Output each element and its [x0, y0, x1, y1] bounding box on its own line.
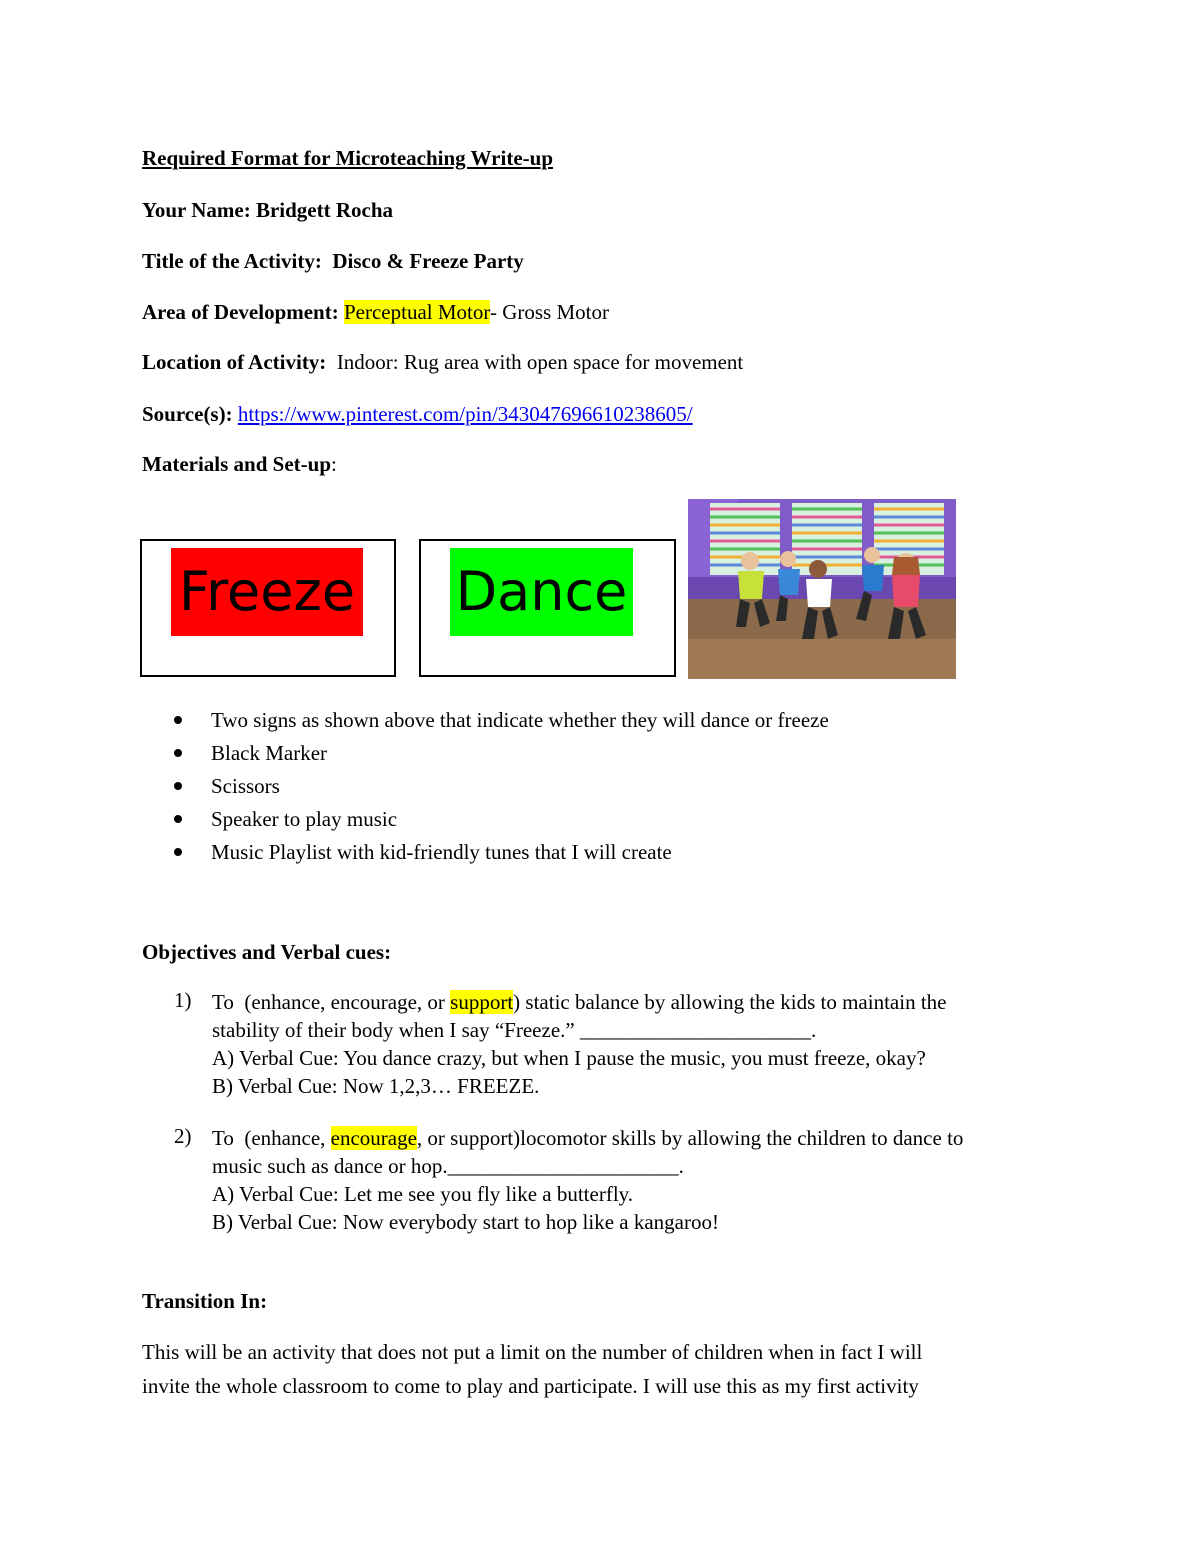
location-value: Indoor: Rug area with open space for movement — [326, 350, 744, 374]
area-row — [142, 300, 609, 324]
objective-number: 2) — [174, 1124, 192, 1148]
verbal-cue: B) Verbal Cue: Now 1,2,3… FREEZE. — [212, 1074, 540, 1098]
area-label: Area of Development: — [142, 300, 339, 324]
title-value: Disco & Freeze Party — [321, 249, 524, 273]
list-item: Music Playlist with kid-friendly tunes that I will create — [174, 839, 829, 872]
bullet-icon — [174, 848, 182, 856]
objective-highlight: encourage — [330, 1126, 417, 1150]
location-row — [142, 350, 743, 374]
area-rest: - Gross Motor — [489, 300, 609, 324]
materials-label: Materials and Set-up — [142, 452, 331, 476]
materials-colon: : — [331, 452, 337, 476]
objective-highlight: support — [450, 990, 514, 1014]
materials-list — [174, 707, 829, 872]
title-label: Title of the Activity: — [142, 249, 322, 273]
source-row — [142, 402, 693, 426]
freeze-sign-label: Freeze — [171, 548, 363, 636]
location-label: Location of Activity: — [142, 350, 327, 374]
objective-2: 2) To (enhance, encourage, or support)locomotor skills by allowing the children to dance to music such as dance or hop.______________________. A) Verbal Cue: Let me see you fly like a butterfly. B) Verbal Cue: Now everybody start to hop like a kangaroo! — [174, 1124, 1074, 1239]
transition-paragraph: This will be an activity that does not put a limit on the number of children when in fact I will invite the whole classroom to come to play and participate. I will use this as my first activity — [142, 1340, 923, 1398]
list-item: Scissors — [174, 773, 829, 806]
name-row — [142, 198, 393, 222]
area-highlight: Perceptual Motor — [343, 300, 490, 324]
bullet-icon — [174, 749, 182, 757]
verbal-cue: A) Verbal Cue: You dance crazy, but when I pause the music, you must freeze, okay? — [212, 1046, 926, 1070]
objective-1: 1) To (enhance, encourage, or support) static balance by allowing the kids to maintain the stability of their body when I say “Freeze.” ______________________. A) Verbal Cue: You dance crazy, but when I pause the music, you must freeze, okay? B) Verbal Cue: Now 1,2,3… FREEZE. — [174, 988, 1074, 1103]
list-item: Black Marker — [174, 740, 829, 773]
document-heading: Required Format for Microteaching Write-up — [142, 146, 553, 170]
verbal-cue: A) Verbal Cue: Let me see you fly like a butterfly. — [212, 1182, 634, 1206]
bullet-icon — [174, 782, 182, 790]
title-row — [142, 249, 524, 273]
objectives-heading: Objectives and Verbal cues: — [142, 940, 392, 964]
list-item: Two signs as shown above that indicate whether they will dance or freeze — [174, 707, 829, 740]
dance-sign — [419, 539, 676, 677]
list-item: Speaker to play music — [174, 806, 829, 839]
freeze-sign — [140, 539, 396, 677]
dance-sign-label: Dance — [450, 548, 633, 636]
source-link[interactable]: https://www.pinterest.com/pin/343047696610238605/ — [237, 402, 693, 426]
source-label: Source(s): — [142, 402, 233, 426]
transition-heading: Transition In: — [142, 1289, 268, 1313]
name-label: Your Name: — [142, 198, 251, 222]
bullet-icon — [174, 716, 182, 724]
objective-number: 1) — [174, 988, 192, 1012]
kids-dancing-photo — [688, 499, 956, 679]
materials-row — [142, 452, 337, 476]
bullet-icon — [174, 815, 182, 823]
name-value: Bridgett Rocha — [250, 198, 394, 222]
verbal-cue: B) Verbal Cue: Now everybody start to hop like a kangaroo! — [212, 1210, 719, 1234]
